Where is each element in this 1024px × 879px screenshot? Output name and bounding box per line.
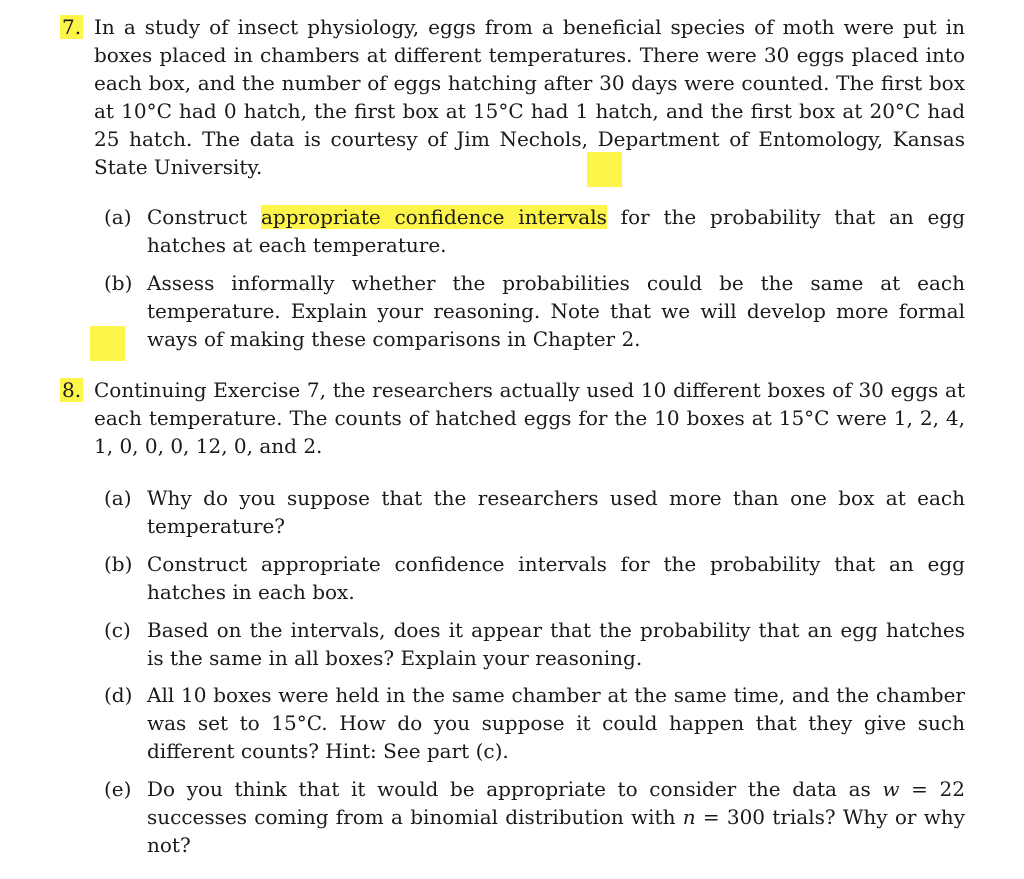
part-text-post: = 300 trials? Why or why not?	[147, 805, 965, 857]
highlighted-phrase: appropriate confidence intervals	[261, 205, 607, 229]
exercise-7-number	[60, 13, 83, 41]
part-text: Based on the intervals, does it appear that the probability that an egg hatches is the same in all boxes? Explain your reasoning.	[147, 618, 965, 670]
part-text-post: for the probability that an egg hatches at each temperature.	[147, 205, 965, 257]
exercise-7-number-highlight: 7.	[62, 15, 82, 39]
exercise-8-part-c	[104, 616, 965, 672]
part-label: (d)	[104, 683, 133, 707]
part-text: Why do you suppose that the researchers used more than one box at each temperature?	[147, 486, 965, 538]
highlight-annotation	[587, 152, 622, 187]
part-text: All 10 boxes were held in the same chamber at the same time, and the chamber was set to 15°C. How do you suppose it could happen that they give such different counts? Hint: See part (c).	[147, 683, 965, 763]
exercise-7-text: In a study of insect physiology, eggs from a beneficial species of moth were put in boxes placed in chambers at different temperatures. There were 30 eggs placed into each box, and the number of eggs hatching after 30 days were counted. The first box at 10°C had 0 hatch, the first box at 15°C had 1 hatch, and the first box at 20°C had 25 hatch. The data is courtesy of Jim Nechols, Department of Entomology, Kansas State University.	[94, 15, 965, 179]
exercise-8	[60, 376, 965, 460]
part-text-mid: = 22 successes coming from a binomial distribution with	[147, 777, 966, 829]
math-variable-w: w	[882, 777, 900, 801]
part-label: (b)	[104, 552, 133, 576]
part-text	[147, 203, 965, 259]
part-text: Construct appropriate confidence intervals for the probability that an egg hatches in each box.	[147, 552, 965, 604]
exercise-8-part-b	[104, 550, 965, 606]
exercise-8-text: Continuing Exercise 7, the researchers actually used 10 different boxes of 30 eggs at each temperature. The counts of hatched eggs for the 10 boxes at 15°C were 1, 2, 4, 1, 0, 0, 0, 12, 0, and 2.	[94, 378, 965, 458]
exercise-8-number-highlight: 8.	[62, 378, 82, 402]
part-label: (a)	[104, 486, 132, 510]
exercise-8-part-a	[104, 484, 965, 540]
part-label: (a)	[104, 205, 132, 229]
math-variable-n: n	[682, 805, 696, 829]
part-text-pre: Construct	[147, 205, 261, 229]
part-label: (e)	[104, 777, 132, 801]
part-label: (c)	[104, 618, 131, 642]
exercise-7-part-a	[104, 203, 965, 259]
part-text: Assess informally whether the probabilities could be the same at each temperature. Explain your reasoning. Note that we will develop more formal ways of making these comparisons in Chapter 2.	[147, 271, 965, 351]
part-label: (b)	[104, 271, 133, 295]
part-text-pre: Do you think that it would be appropriate to consider the data as	[147, 777, 883, 801]
exercise-8-part-e	[104, 775, 965, 859]
exercise-7	[60, 13, 965, 181]
highlight-annotation	[90, 326, 125, 361]
exercise-7-part-b	[104, 269, 965, 353]
exercise-8-part-d	[104, 681, 965, 765]
exercise-8-number	[60, 376, 83, 404]
part-text	[147, 775, 965, 859]
